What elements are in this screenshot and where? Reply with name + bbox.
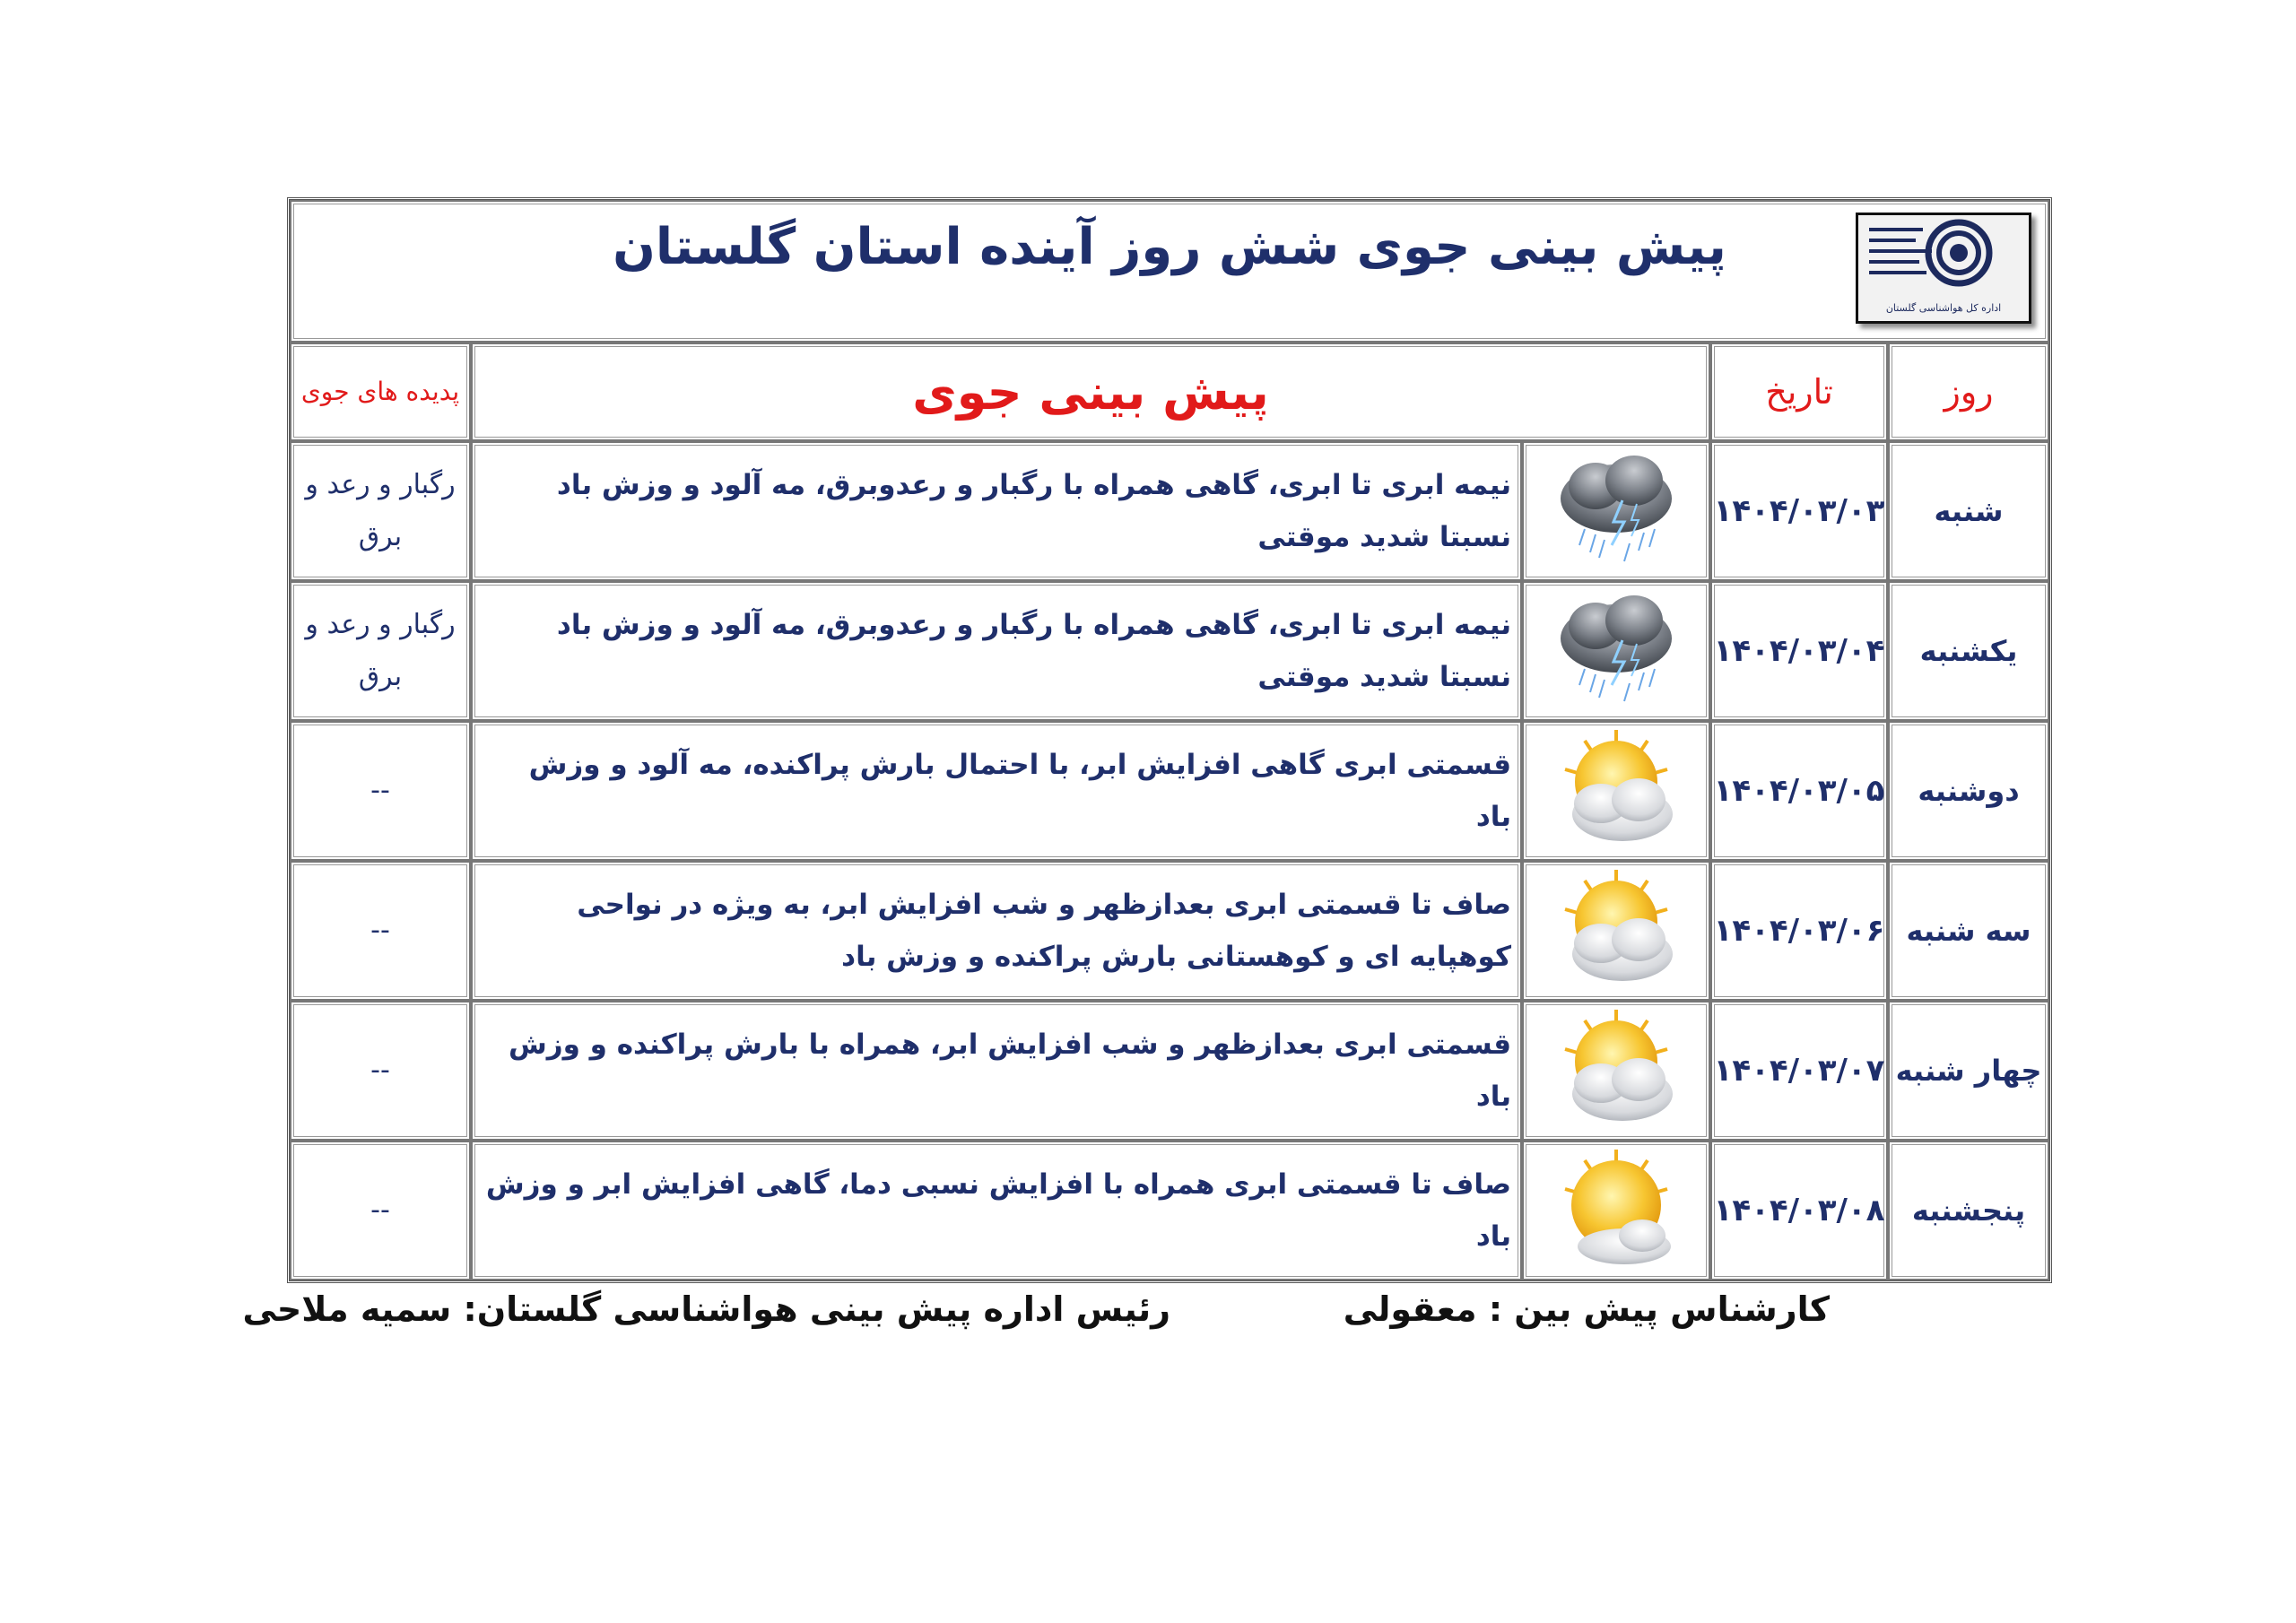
organization-logo	[1856, 213, 2031, 324]
phenomena-cell: --	[290, 861, 471, 1001]
sunny-cloud-icon	[1549, 1146, 1683, 1271]
date-cell: ۱۴۰۴/۰۳/۰۵	[1710, 721, 1888, 861]
table-row	[290, 861, 2049, 1001]
meteorology-logo-icon	[1858, 215, 2029, 296]
phenomena-cell: رگبار و رعد و برق	[290, 441, 471, 581]
forecast-cell: نیمه ابری تا ابری، گاهی همراه با رگبار و رعدوبرق، مه آلود و وزش باد نسبتا شدید موقتی	[471, 441, 1522, 581]
weather-icon-cell	[1522, 721, 1710, 861]
header-forecast: پیش بینی جوی	[471, 343, 1710, 441]
phenomena-cell: رگبار و رعد و برق	[290, 581, 471, 721]
date-cell: ۱۴۰۴/۰۳/۰۸	[1710, 1141, 1888, 1280]
weather-icon-cell	[1522, 861, 1710, 1001]
partly-cloudy-icon	[1549, 866, 1683, 992]
forecast-table	[287, 197, 2052, 1283]
phenomena-cell: --	[290, 1001, 471, 1141]
date-cell: ۱۴۰۴/۰۳/۰۳	[1710, 441, 1888, 581]
forecast-cell: صاف تا قسمتی ابری همراه با افزایش نسبی دما، گاهی افزایش ابر و وزش باد	[471, 1141, 1522, 1280]
weather-icon-cell	[1522, 1141, 1710, 1280]
weather-icon-cell	[1522, 1001, 1710, 1141]
thunderstorm-icon	[1549, 586, 1683, 712]
table-row	[290, 441, 2049, 581]
day-cell: دوشنبه	[1888, 721, 2049, 861]
weather-icon-cell	[1522, 581, 1710, 721]
forecast-cell: قسمتی ابری بعدازظهر و شب افزایش ابر، همراه با بارش پراکنده و وزش باد	[471, 1001, 1522, 1141]
forecaster-signature: کارشناس پیش بین : معقولی	[1343, 1289, 1830, 1329]
title-cell	[290, 200, 2049, 343]
forecast-cell: نیمه ابری تا ابری، گاهی همراه با رگبار و رعدوبرق، مه آلود و وزش باد نسبتا شدید موقتی	[471, 581, 1522, 721]
table-row	[290, 581, 2049, 721]
phenomena-cell: --	[290, 721, 471, 861]
phenomena-cell: --	[290, 1141, 471, 1280]
header-date: تاریخ	[1710, 343, 1888, 441]
header-day: روز	[1888, 343, 2049, 441]
day-cell: شنبه	[1888, 441, 2049, 581]
table-header-row	[290, 343, 2049, 441]
forecast-cell: قسمتی ابری گاهی افزایش ابر، با احتمال بارش پراکنده، مه آلود و وزش باد	[471, 721, 1522, 861]
date-cell: ۱۴۰۴/۰۳/۰۷	[1710, 1001, 1888, 1141]
day-cell: یکشنبه	[1888, 581, 2049, 721]
date-cell: ۱۴۰۴/۰۳/۰۴	[1710, 581, 1888, 721]
department-head-signature: رئیس اداره پیش بینی هواشناسی گلستان: سمیه ملاحی	[242, 1289, 1170, 1329]
page-title: پیش بینی جوی شش روز آینده استان گلستان	[613, 218, 1726, 276]
forecast-cell: صاف تا قسمتی ابری بعدازظهر و شب افزایش ابر، به ویژه در نواحی کوهپایه ای و کوهستانی بارش پراکنده و وزش باد	[471, 861, 1522, 1001]
thunderstorm-icon	[1549, 447, 1683, 572]
table-row	[290, 721, 2049, 861]
day-cell: چهار شنبه	[1888, 1001, 2049, 1141]
weather-icon-cell	[1522, 441, 1710, 581]
table-row	[290, 1001, 2049, 1141]
day-cell: پنجشنبه	[1888, 1141, 2049, 1280]
table-row	[290, 1141, 2049, 1280]
header-phenomena: پدیده های جوی	[290, 343, 471, 441]
partly-cloudy-icon	[1549, 726, 1683, 852]
date-cell: ۱۴۰۴/۰۳/۰۶	[1710, 861, 1888, 1001]
logo-caption: اداره کل هواشناسی گلستان	[1885, 302, 2002, 314]
day-cell: سه شنبه	[1888, 861, 2049, 1001]
partly-cloudy-icon	[1549, 1006, 1683, 1132]
